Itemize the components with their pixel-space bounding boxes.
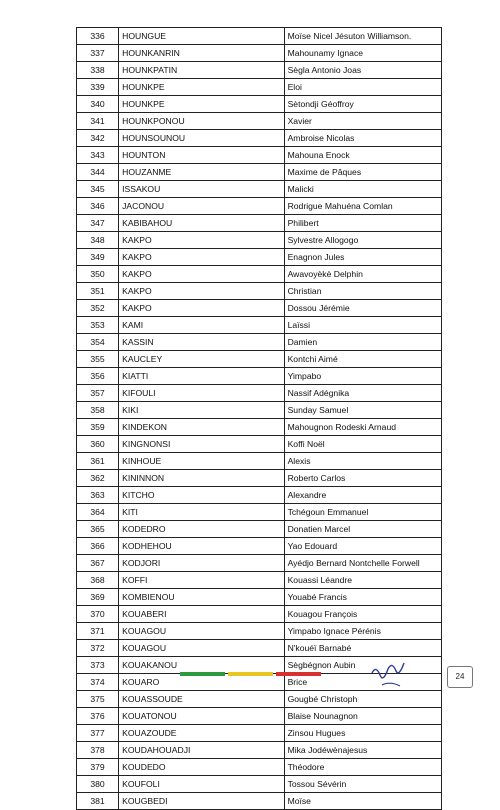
row-number-cell: 343 <box>77 147 119 164</box>
row-number-cell: 336 <box>77 28 119 45</box>
last-name-cell: KINHOUE <box>119 453 284 470</box>
last-name-cell: KAMI <box>119 317 284 334</box>
first-name-cell: Sètondji Géoffroy <box>284 96 441 113</box>
first-name-cell: Malicki <box>284 181 441 198</box>
first-name-cell: Mika Jodéwènajesus <box>284 742 441 759</box>
last-name-cell: KAKPO <box>119 266 284 283</box>
row-number-cell: 375 <box>77 691 119 708</box>
first-name-cell: Nassif Adégnika <box>284 385 441 402</box>
flag-stripe-green <box>180 672 225 676</box>
last-name-cell: KOUATONOU <box>119 708 284 725</box>
table-row <box>77 742 442 759</box>
first-name-cell: Ambroise Nicolas <box>284 130 441 147</box>
row-number-cell: 353 <box>77 317 119 334</box>
table-row <box>77 28 442 45</box>
first-name-cell: Damien <box>284 334 441 351</box>
flag-stripe-red <box>276 672 321 676</box>
row-number-cell: 370 <box>77 606 119 623</box>
row-number-cell: 360 <box>77 436 119 453</box>
table-row <box>77 215 442 232</box>
first-name-cell: N'kouéï Barnabé <box>284 640 441 657</box>
row-number-cell: 344 <box>77 164 119 181</box>
first-name-cell: Xavier <box>284 113 441 130</box>
table-row <box>77 453 442 470</box>
first-name-cell: Alexis <box>284 453 441 470</box>
table-row <box>77 759 442 776</box>
row-number-cell: 373 <box>77 657 119 674</box>
first-name-cell: Mahougnon Rodeski Arnaud <box>284 419 441 436</box>
table-row <box>77 351 442 368</box>
table-row <box>77 793 442 810</box>
last-name-cell: KIATTI <box>119 368 284 385</box>
first-name-cell: Sylvestre Allogogo <box>284 232 441 249</box>
table-row <box>77 504 442 521</box>
first-name-cell: Gougbé Christoph <box>284 691 441 708</box>
table-row <box>77 776 442 793</box>
table-row <box>77 232 442 249</box>
table-row <box>77 368 442 385</box>
row-number-cell: 354 <box>77 334 119 351</box>
first-name-cell: Eloi <box>284 79 441 96</box>
first-name-cell: Youabé Francis <box>284 589 441 606</box>
last-name-cell: KOUDEDO <box>119 759 284 776</box>
row-number-cell: 352 <box>77 300 119 317</box>
last-name-cell: KAKPO <box>119 249 284 266</box>
row-number-cell: 350 <box>77 266 119 283</box>
last-name-cell: KASSIN <box>119 334 284 351</box>
table-row <box>77 521 442 538</box>
table-row <box>77 470 442 487</box>
last-name-cell: KOMBIENOU <box>119 589 284 606</box>
row-number-cell: 358 <box>77 402 119 419</box>
row-number-cell: 347 <box>77 215 119 232</box>
last-name-cell: HOUNTON <box>119 147 284 164</box>
last-name-cell: KOUABERI <box>119 606 284 623</box>
row-number-cell: 372 <box>77 640 119 657</box>
table-row <box>77 623 442 640</box>
row-number-cell: 346 <box>77 198 119 215</box>
table-row <box>77 164 442 181</box>
row-number-cell: 365 <box>77 521 119 538</box>
last-name-cell: KOUAZOUDE <box>119 725 284 742</box>
table-row <box>77 45 442 62</box>
last-name-cell: HOUNSOUNOU <box>119 130 284 147</box>
last-name-cell: ISSAKOU <box>119 181 284 198</box>
row-number-cell: 361 <box>77 453 119 470</box>
first-name-cell: Moïse Nicel Jésuton Williamson. <box>284 28 441 45</box>
first-name-cell: Sègbégnon Aubin <box>284 657 441 674</box>
table-row <box>77 606 442 623</box>
row-number-cell: 364 <box>77 504 119 521</box>
first-name-cell: Dossou Jérémie <box>284 300 441 317</box>
first-name-cell: Mahouna Enock <box>284 147 441 164</box>
table-row <box>77 708 442 725</box>
row-number-cell: 376 <box>77 708 119 725</box>
first-name-cell: Sègla Antonio Joas <box>284 62 441 79</box>
row-number-cell: 367 <box>77 555 119 572</box>
last-name-cell: KOFFI <box>119 572 284 589</box>
table-row <box>77 487 442 504</box>
first-name-cell: Sunday Samuel <box>284 402 441 419</box>
row-number-cell: 337 <box>77 45 119 62</box>
first-name-cell: Philibert <box>284 215 441 232</box>
last-name-cell: KOUFOLI <box>119 776 284 793</box>
row-number-cell: 345 <box>77 181 119 198</box>
first-name-cell: Mahounamy Ignace <box>284 45 441 62</box>
row-number-cell: 340 <box>77 96 119 113</box>
last-name-cell: KOUARO <box>119 674 284 691</box>
table-row <box>77 300 442 317</box>
first-name-cell: Zinsou Hugues <box>284 725 441 742</box>
row-number-cell: 357 <box>77 385 119 402</box>
table-row <box>77 249 442 266</box>
row-number-cell: 366 <box>77 538 119 555</box>
last-name-cell: KITI <box>119 504 284 521</box>
first-name-cell: Yimpabo Ignace Pérénis <box>284 623 441 640</box>
table-row <box>77 334 442 351</box>
last-name-cell: KOUAGOU <box>119 640 284 657</box>
last-name-cell: HOUZANME <box>119 164 284 181</box>
last-name-cell: KININNON <box>119 470 284 487</box>
table-row <box>77 198 442 215</box>
last-name-cell: KOUAKANOU <box>119 657 284 674</box>
last-name-cell: KODJORI <box>119 555 284 572</box>
row-number-cell: 349 <box>77 249 119 266</box>
row-number-cell: 342 <box>77 130 119 147</box>
table-row <box>77 266 442 283</box>
handwritten-signature-mark <box>368 655 408 695</box>
last-name-cell: KINDEKON <box>119 419 284 436</box>
row-number-cell: 374 <box>77 674 119 691</box>
table-row <box>77 385 442 402</box>
row-number-cell: 378 <box>77 742 119 759</box>
first-name-cell: Brice <box>284 674 441 691</box>
first-name-cell: Laïssi <box>284 317 441 334</box>
row-number-cell: 355 <box>77 351 119 368</box>
row-number-cell: 368 <box>77 572 119 589</box>
first-name-cell: Donatien Marcel <box>284 521 441 538</box>
table-row <box>77 538 442 555</box>
first-name-cell: Théodore <box>284 759 441 776</box>
last-name-cell: KAKPO <box>119 232 284 249</box>
last-name-cell: KAKPO <box>119 300 284 317</box>
last-name-cell: KAKPO <box>119 283 284 300</box>
last-name-cell: HOUNKANRIN <box>119 45 284 62</box>
table-row <box>77 317 442 334</box>
table-row <box>77 283 442 300</box>
first-name-cell: Koffi Noël <box>284 436 441 453</box>
table-row <box>77 572 442 589</box>
row-number-cell: 351 <box>77 283 119 300</box>
last-name-cell: KIFOULI <box>119 385 284 402</box>
first-name-cell: Tossou Sévérin <box>284 776 441 793</box>
table-row <box>77 436 442 453</box>
table-row <box>77 402 442 419</box>
last-name-cell: KAUCLEY <box>119 351 284 368</box>
table-row <box>77 79 442 96</box>
row-number-cell: 356 <box>77 368 119 385</box>
last-name-cell: KABIBAHOU <box>119 215 284 232</box>
flag-stripe-yellow <box>228 672 273 676</box>
row-number-cell: 362 <box>77 470 119 487</box>
last-name-cell: KOUASSOUDE <box>119 691 284 708</box>
first-name-cell: Kontchi Aimé <box>284 351 441 368</box>
row-number-cell: 339 <box>77 79 119 96</box>
first-name-cell: Alexandre <box>284 487 441 504</box>
first-name-cell: Ayédjo Bernard Nontchelle Forwell <box>284 555 441 572</box>
table-row <box>77 113 442 130</box>
table-row <box>77 589 442 606</box>
row-number-cell: 359 <box>77 419 119 436</box>
last-name-cell: JACONOU <box>119 198 284 215</box>
first-name-cell: Rodrigue Mahuéna Comlan <box>284 198 441 215</box>
last-name-cell: HOUNKPE <box>119 96 284 113</box>
first-name-cell: Kouagou François <box>284 606 441 623</box>
last-name-cell: KITCHO <box>119 487 284 504</box>
last-name-cell: KOUAGOU <box>119 623 284 640</box>
row-number-cell: 377 <box>77 725 119 742</box>
last-name-cell: KODHEHOU <box>119 538 284 555</box>
row-number-cell: 369 <box>77 589 119 606</box>
first-name-cell: Yao Edouard <box>284 538 441 555</box>
row-number-cell: 348 <box>77 232 119 249</box>
last-name-cell: HOUNGUE <box>119 28 284 45</box>
last-name-cell: HOUNKPATIN <box>119 62 284 79</box>
first-name-cell: Christian <box>284 283 441 300</box>
last-name-cell: KODEDRO <box>119 521 284 538</box>
last-name-cell: KIKI <box>119 402 284 419</box>
last-name-cell: KOUGBEDI <box>119 793 284 810</box>
table-row <box>77 725 442 742</box>
row-number-cell: 338 <box>77 62 119 79</box>
first-name-cell: Yimpabo <box>284 368 441 385</box>
table-row <box>77 130 442 147</box>
table-row <box>77 181 442 198</box>
table-row <box>77 419 442 436</box>
row-number-cell: 381 <box>77 793 119 810</box>
first-name-cell: Tchégoun Emmanuel <box>284 504 441 521</box>
table-row <box>77 147 442 164</box>
page-number: 24 <box>455 672 465 681</box>
page-number-box <box>447 666 473 688</box>
last-name-cell: KINGNONSI <box>119 436 284 453</box>
first-name-cell: Awavoyèkè Delphin <box>284 266 441 283</box>
table-row <box>77 640 442 657</box>
first-name-cell: Blaise Nounagnon <box>284 708 441 725</box>
table-row <box>77 96 442 113</box>
last-name-cell: KOUDAHOUADJI <box>119 742 284 759</box>
first-name-cell: Enagnon Jules <box>284 249 441 266</box>
row-number-cell: 380 <box>77 776 119 793</box>
first-name-cell: Maxime de Pâques <box>284 164 441 181</box>
table-row <box>77 555 442 572</box>
row-number-cell: 379 <box>77 759 119 776</box>
table-row <box>77 62 442 79</box>
row-number-cell: 341 <box>77 113 119 130</box>
first-name-cell: Roberto Carlos <box>284 470 441 487</box>
row-number-cell: 371 <box>77 623 119 640</box>
row-number-cell: 363 <box>77 487 119 504</box>
last-name-cell: HOUNKPE <box>119 79 284 96</box>
first-name-cell: Moïse <box>284 793 441 810</box>
last-name-cell: HOUNKPONOU <box>119 113 284 130</box>
first-name-cell: Kouassi Léandre <box>284 572 441 589</box>
